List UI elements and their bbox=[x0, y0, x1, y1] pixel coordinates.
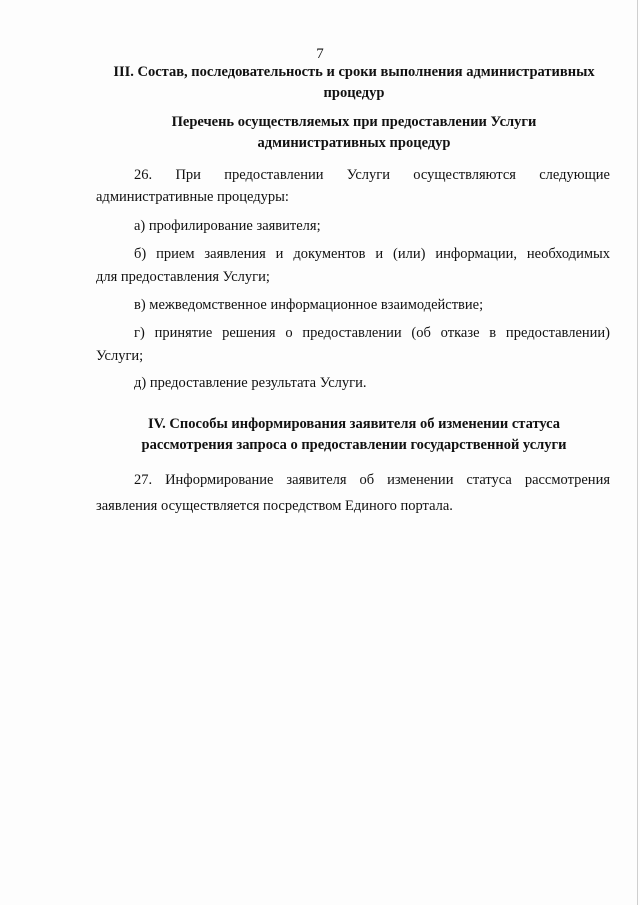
list-item-g-line2: Услуги; bbox=[96, 348, 144, 364]
paragraph-27-line1: 27. Информирование заявителя об изменении статуса рассмотрения bbox=[134, 472, 610, 488]
section-4-heading bbox=[96, 414, 612, 456]
section-3-subheading-line2: административных процедур bbox=[257, 135, 451, 151]
list-item-g-line1: г) принятие решения о предоставлении (об отказе в предоставлении) bbox=[134, 325, 610, 341]
list-item-d bbox=[96, 372, 610, 394]
paragraph-26 bbox=[96, 164, 610, 208]
paragraph-26-line1: 26. При предоставлении Услуги осуществляются следующие bbox=[134, 167, 610, 183]
section-3-subheading bbox=[96, 112, 612, 154]
paragraph-26-line2: административные процедуры: bbox=[96, 189, 289, 205]
section-3-heading-line1: III. Состав, последовательность и сроки выполнения административных bbox=[113, 64, 595, 80]
section-4-heading-line1: IV. Способы информирования заявителя об изменении статуса bbox=[147, 416, 561, 432]
section-3-heading-line2: процедур bbox=[323, 85, 385, 101]
list-item-g bbox=[96, 322, 610, 368]
list-item-b-line2: для предоставления Услуги; bbox=[96, 269, 270, 285]
page-number: 7 bbox=[316, 46, 324, 62]
list-item-b-line1: б) прием заявления и документов и (или) информации, необходимых bbox=[134, 246, 610, 262]
list-item-a bbox=[96, 215, 610, 237]
section-3-heading bbox=[96, 62, 612, 104]
section-4-heading-line2: рассмотрения запроса о предоставлении государственной услуги bbox=[141, 437, 567, 453]
paragraph-27-line2: заявления осуществляется посредством Единого портала. bbox=[96, 498, 453, 514]
list-item-b bbox=[96, 243, 610, 289]
list-item-d-text: д) предоставление результата Услуги. bbox=[134, 375, 367, 391]
section-3-subheading-line1: Перечень осуществляемых при предоставлении Услуги bbox=[171, 114, 537, 130]
list-item-v bbox=[96, 294, 610, 316]
scan-edge bbox=[637, 0, 638, 905]
paragraph-27 bbox=[96, 467, 610, 519]
list-item-a-text: а) профилирование заявителя; bbox=[134, 218, 321, 234]
list-item-v-text: в) межведомственное информационное взаимодействие; bbox=[134, 297, 484, 313]
